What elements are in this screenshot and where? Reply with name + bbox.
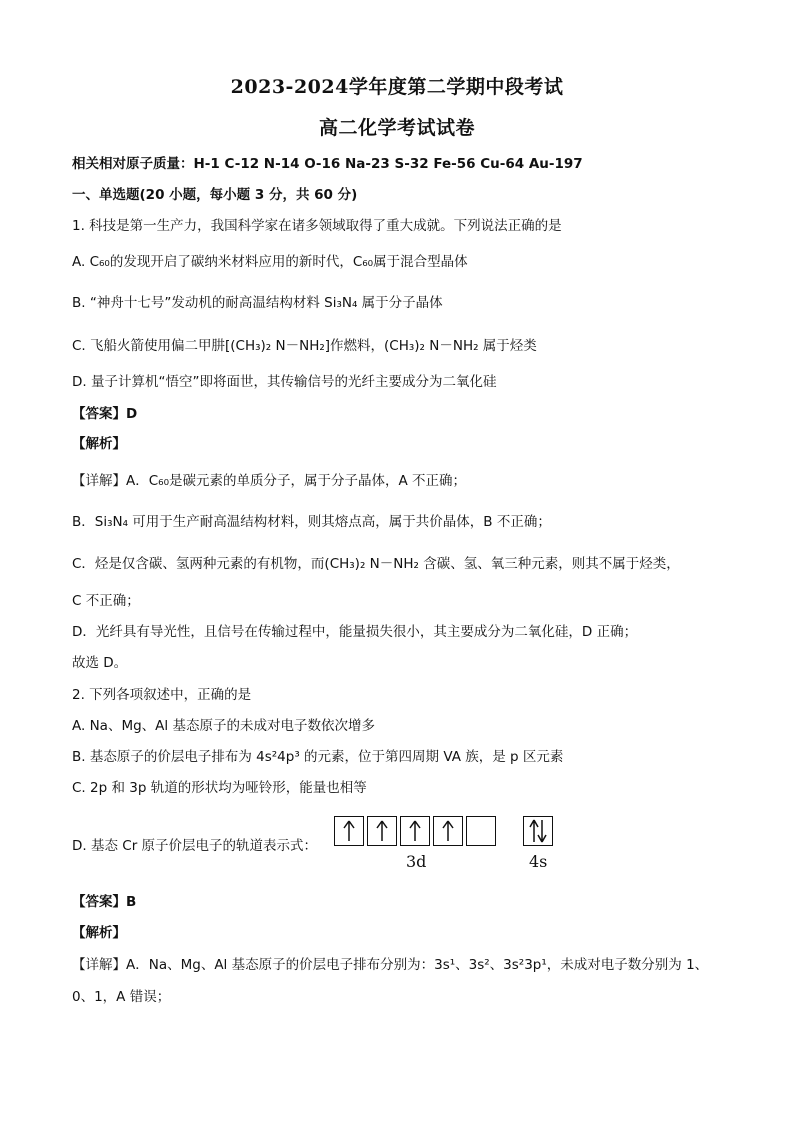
orbital-3d-1 xyxy=(334,816,364,846)
up-arrow-icon xyxy=(375,819,389,843)
q2-option-b: B. 基态原子的价层电子排布为 4s²4p³ 的元素，位于第四周期 VA 族，是 p 区元素 xyxy=(72,749,564,765)
q2-answer: 【答案】B xyxy=(72,894,137,910)
q1-option-c: C. 飞船火箭使用偏二甲肼[(CH₃)₂ N－NH₂]作燃料，(CH₃)₂ N－NH₂ 属于烃类 xyxy=(72,338,537,354)
orbital-3d-2 xyxy=(367,816,397,846)
q1-detail-a: 【详解】A．C₆₀是碳元素的单质分子，属于分子晶体，A 不正确； xyxy=(72,473,467,489)
up-arrow-icon xyxy=(441,819,455,843)
q2-analysis: 【解析】 xyxy=(72,925,126,941)
q2-option-a: A. Na、Mg、Al 基态原子的未成对电子数依次增多 xyxy=(72,718,375,734)
q1-analysis: 【解析】 xyxy=(72,436,126,452)
exam-subtitle: 高二化学考试试卷 xyxy=(318,117,475,139)
label-3d: 3d xyxy=(406,852,427,871)
orbital-3d-3 xyxy=(400,816,430,846)
section-heading: 一、单选题(20 小题，每小题 3 分，共 60 分) xyxy=(72,187,358,203)
paired-arrows-icon xyxy=(528,818,548,844)
q1-option-a: A. C₆₀的发现开启了碳纳米材料应用的新时代，C₆₀属于混合型晶体 xyxy=(72,254,468,270)
q2-detail-a2: 0、1，A 错误； xyxy=(72,989,171,1005)
q2-stem: 2. 下列各项叙述中，正确的是 xyxy=(72,687,252,703)
orbital-3d-5 xyxy=(466,816,496,846)
orbital-3d-4 xyxy=(433,816,463,846)
q2-option-d: D. 基态 Cr 原子价层电子的轨道表示式： xyxy=(72,838,318,854)
q1-detail-b: B．Si₃N₄ 可用于生产耐高温结构材料，则其熔点高，属于共价晶体，B 不正确； xyxy=(72,514,551,530)
q1-detail-d: D．光纤具有导光性，且信号在传输过程中，能量损失很小，其主要成分为二氧化硅，D 正确； xyxy=(72,624,638,640)
q2-option-c: C. 2p 和 3p 轨道的形状均为哑铃形，能量也相等 xyxy=(72,780,367,796)
q1-answer: 【答案】D xyxy=(72,406,138,422)
up-arrow-icon xyxy=(408,819,422,843)
exam-title: 2023-2024学年度第二学期中段考试 xyxy=(230,76,564,98)
orbital-4s xyxy=(523,816,553,846)
up-arrow-icon xyxy=(342,819,356,843)
q1-option-d: D. 量子计算机“悟空”即将面世，其传输信号的光纤主要成分为二氧化硅 xyxy=(72,374,497,390)
atomic-masses: 相关相对原子质量：H-1 C-12 N-14 O-16 Na-23 S-32 Fe-56 Cu-64 Au-197 xyxy=(72,156,583,172)
label-4s: 4s xyxy=(529,852,548,871)
q1-detail-c1: C．烃是仅含碳、氢两种元素的有机物，而(CH₃)₂ N－NH₂ 含碳、氢、氧三种元素，则其不属于烃类， xyxy=(72,556,680,572)
q1-conclusion: 故选 D。 xyxy=(72,655,128,671)
q1-option-b: B. “神舟十七号”发动机的耐高温结构材料 Si₃N₄ 属于分子晶体 xyxy=(72,295,443,311)
q2-detail-a1: 【详解】A．Na、Mg、Al 基态原子的价层电子排布分别为：3s¹、3s²、3s²3p¹，未成对电子数分别为 1、 xyxy=(72,957,709,973)
q1-stem: 1. 科技是第一生产力，我国科学家在诸多领域取得了重大成就。下列说法正确的是 xyxy=(72,218,562,234)
q1-detail-c2: C 不正确； xyxy=(72,593,140,609)
